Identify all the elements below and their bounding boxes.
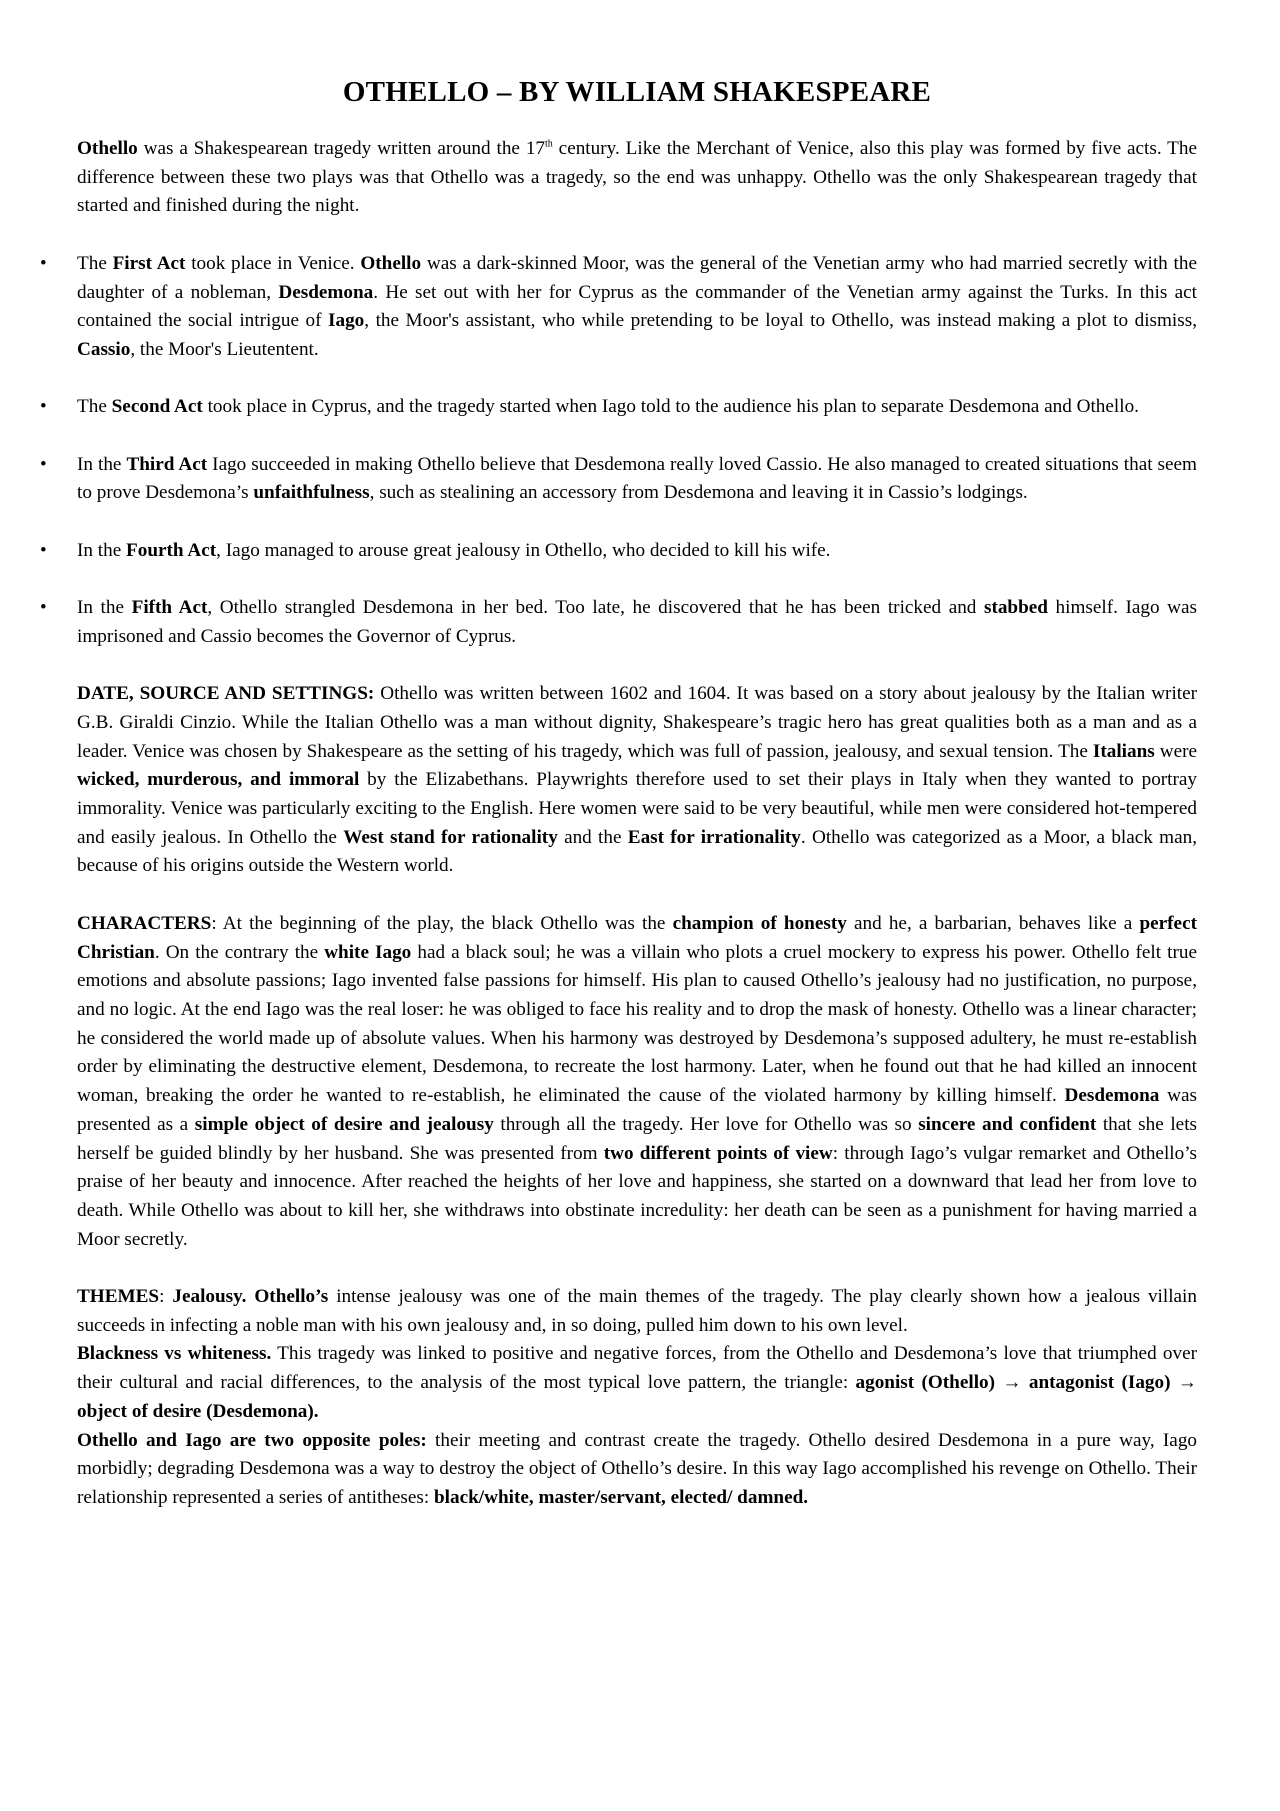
second-act-text-2: took place in Cyprus, and the tragedy started when Iago told to the audience his plan to separate Desdemona and Othello.	[202, 396, 1139, 418]
intro-text-2: century. Like the Merchant of Venice, also this play was formed by five acts. The difference between these two plays was that Othello was a tragedy, so the end was unhappy. Othello was the only Shakespearean tragedy that started and finished during the night.	[77, 138, 1197, 217]
third-act-text-2: Iago succeeded in making Othello believe that Desdemona really loved Cassio. He also managed to created situations that seem to prove Desdemona’s	[77, 453, 1197, 504]
first-act-bold-1: First Act	[112, 252, 186, 274]
themes-p2-bold-2: agonist (Othello) → antagonist (Iago) → object of desire (Desdemona).	[77, 1372, 1197, 1422]
first-act-text-6: , the Moor's Lieutentent.	[130, 338, 319, 360]
bullet-icon: •	[40, 396, 47, 418]
second-act-bold-1: Second Act	[111, 396, 203, 418]
fifth-act-bold-1: Fifth Act	[131, 597, 208, 619]
bullet-icon: •	[40, 453, 47, 475]
first-act-text-5: , the Moor's assistant, who while pretending to be loyal to Othello, was instead making a plot to dismiss,	[364, 310, 1197, 332]
date-source-text-1: Othello was written between 1602 and 1604. It was based on a story about jealousy by the Italian writer G.B. Giraldi Cinzio. While the Italian Othello was a man without dignity, Shakespeare’s tragic hero has great qualities both as a man and as a leader. Venice was chosen by Shakespeare as the setting of his tragedy, which was full of passion, jealousy, and sexual tension. The	[77, 683, 1198, 762]
themes-p2-bold-1: Blackness vs whiteness.	[77, 1343, 272, 1365]
characters-bold-2: champion of honesty	[672, 912, 847, 934]
date-source-bold-2: Italians	[1092, 740, 1155, 762]
first-act-bold-4: Iago	[328, 310, 365, 332]
list-item-third-act	[40, 451, 1197, 508]
first-act-text-2: took place in Venice.	[185, 252, 361, 274]
date-source-bold-4: West stand for rationality	[343, 826, 558, 848]
themes-p3-bold-2: black/white, master/servant, elected/ damned.	[433, 1486, 809, 1508]
third-act-text-1: In the	[77, 453, 127, 475]
first-act-bold-2: Othello	[360, 252, 422, 274]
themes-p3-bold-1: Othello and Iago are two opposite poles:	[77, 1429, 427, 1451]
characters-text-5: was presented as a	[77, 1085, 1197, 1135]
characters-text-2: and he, a barbarian, behaves like a	[846, 912, 1140, 934]
characters-bold-6: simple object of desire and jealousy	[194, 1113, 494, 1135]
intro-bold-1: Othello	[77, 138, 138, 159]
characters-text-6: through all the tragedy. Her love for Othello was so	[493, 1113, 919, 1135]
fifth-act-text-2: , Othello strangled Desdemona in her bed. Too late, he discovered that he has been tricked and	[207, 597, 984, 619]
third-act-text-3: , such as stealining an accessory from Desdemona and leaving it in Cassio’s lodgings.	[369, 482, 1028, 504]
fourth-act-bold-1: Fourth Act	[126, 539, 217, 561]
themes-heading: THEMES	[77, 1286, 160, 1307]
characters-text-8: : through Iago’s vulgar remarket and Othello’s praise of her beauty and innocence. After reached the heights of her love and happiness, she started on a downward that lead her from love to death. While Othello was about to kill her, she withdraws into obstinate incredulity: her death can be seen as a punishment for having married a Moor secretly.	[77, 1142, 1197, 1250]
date-source-bold-5: East for irrationality	[627, 826, 801, 848]
themes-p1-text-2: intense jealousy was one of the main themes of the tragedy. The play clearly shown how a jealous villain succeeds in infecting a noble man with his own jealousy and, in so doing, pulled him down to his own level.	[77, 1286, 1197, 1336]
list-item-fourth-act	[40, 537, 1197, 566]
date-source-text-3: by the Elizabethans. Playwrights therefore used to set their plays in Italy when they wanted to portray immorality. Venice was particularly exciting to the English. Here women were said to be very beautiful, while men were considered hot-tempered and easily jealous. In Othello the	[77, 769, 1198, 848]
first-act-bold-5: Cassio	[77, 338, 131, 360]
date-source-bold-3: wicked, murderous, and immoral	[77, 769, 360, 791]
themes-paragraph-jealousy	[77, 1283, 1197, 1340]
first-act-bold-3: Desdemona	[278, 281, 374, 303]
intro-text-1: was a Shakespearean tragedy written around the 17	[137, 138, 546, 159]
date-source-text-5: . Othello was categorized as a Moor, a black man, because of his origins outside the Western world.	[77, 826, 1197, 877]
themes-paragraph-blackness	[77, 1340, 1197, 1426]
themes-paragraph-poles	[77, 1427, 1197, 1513]
first-act-text-1: The	[77, 252, 113, 274]
bullet-icon: •	[40, 252, 47, 274]
fourth-act-text-2: , Iago managed to arouse great jealousy in Othello, who decided to kill his wife.	[216, 539, 831, 561]
second-act-text-1: The	[77, 396, 112, 418]
characters-paragraph	[77, 910, 1197, 1254]
fifth-act-text-3: himself. Iago was imprisoned and Cassio becomes the Governor of Cyprus.	[77, 597, 1197, 647]
intro-superscript: th	[545, 138, 553, 150]
third-act-bold-2: unfaithfulness	[253, 482, 370, 504]
first-act-text-4: . He set out with her for Cyprus as the commander of the Venetian army against the Turks. In this act contained the social intrigue of	[77, 281, 1197, 332]
themes-p1-bold-2: Jealousy. Othello’s	[172, 1286, 329, 1307]
characters-text-1: : At the beginning of the play, the black Othello was the	[211, 912, 673, 934]
date-source-heading: DATE, SOURCE AND SETTINGS:	[77, 683, 375, 705]
date-source-paragraph	[77, 680, 1197, 881]
characters-bold-5: Desdemona	[1064, 1085, 1160, 1107]
characters-text-7: that she lets herself be guided blindly by her husband. She was presented from	[77, 1113, 1197, 1164]
bullet-icon: •	[40, 539, 47, 561]
document-page	[40, 76, 1198, 1513]
characters-heading: CHARACTERS	[77, 912, 212, 934]
list-item-second-act	[40, 393, 1197, 422]
first-act-text-3: was a dark-skinned Moor, was the general of the Venetian army who had married secretly with the daughter of a nobleman,	[77, 252, 1197, 303]
characters-text-4: had a black soul; he was a villain who plots a cruel mockery to express his power. Othello felt true emotions and absolute passions; Iago invented false passions for himself. His plan to caused Othello’s jealousy had no justification, no purpose, and no logic. At the end Iago was the real loser: he was obliged to face his reality and to drop the mask of honesty. Othello was a linear character; he considered the world made up of absolute values. When his harmony was destroyed by Desdemona’s supposed adultery, he must re-establish order by eliminating the destructive element, Desdemona, to recreate the lost harmony. Later, when he found out that he had killed an innocent woman, breaking the order he wanted to re-establish, he eliminated the cause of the violated harmony by killing himself.	[77, 941, 1197, 1107]
fifth-act-bold-2: stabbed	[983, 597, 1048, 619]
list-item-fifth-act	[40, 594, 1197, 651]
intro-paragraph	[77, 135, 1197, 221]
third-act-bold-1: Third Act	[126, 453, 208, 475]
characters-bold-3: perfect Christian	[77, 912, 1197, 963]
themes-p1-text-1: :	[159, 1286, 173, 1307]
page-title: OTHELLO – BY WILLIAM SHAKESPEARE	[342, 76, 932, 108]
themes-p2-text-1: This tragedy was linked to positive and negative forces, from the Othello and Desdemona’s love that triumphed over their cultural and racial differences, to the analysis of the most typical love pattern, the triangle:	[77, 1343, 1197, 1394]
characters-bold-4: white Iago	[324, 941, 412, 963]
acts-list	[40, 250, 1197, 652]
themes-p3-text-1: their meeting and contrast create the tragedy. Othello desired Desdemona in a pure way, Iago morbidly; degrading Desdemona was a way to destroy the object of Othello’s desire. In this way Iago accomplished his revenge on Othello. Their relationship represented a series of antitheses:	[77, 1429, 1198, 1508]
list-item-first-act	[40, 250, 1197, 365]
bullet-icon: •	[40, 597, 47, 619]
fourth-act-text-1: In the	[77, 539, 127, 561]
date-source-text-4: and the	[557, 826, 628, 848]
date-source-text-2: were	[1154, 740, 1198, 762]
fifth-act-text-1: In the	[77, 597, 132, 619]
characters-bold-8: two different points of view	[603, 1142, 833, 1164]
characters-bold-7: sincere and confident	[918, 1113, 1097, 1135]
characters-text-3: . On the contrary the	[154, 941, 325, 963]
